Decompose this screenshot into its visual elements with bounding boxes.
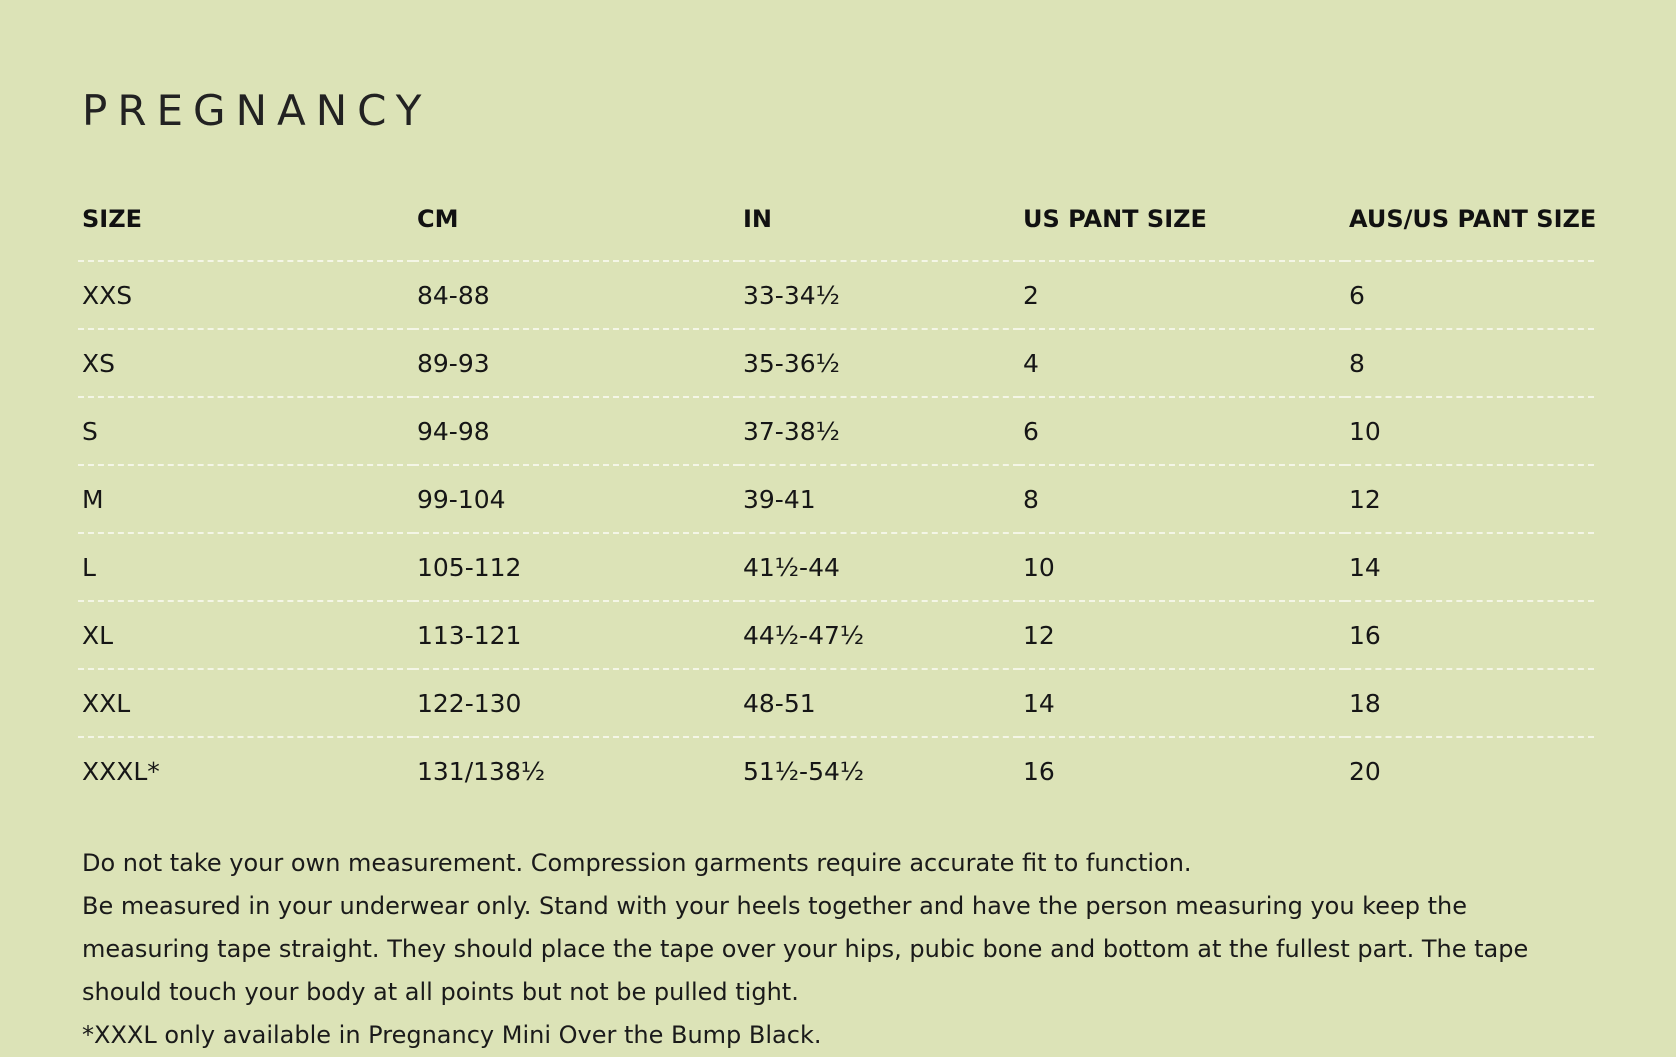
cell-in: 51½-54½ [743, 756, 865, 786]
cell-aus-us-pant-size: 20 [1349, 756, 1381, 786]
cell-in: 39-41 [739, 465, 1019, 533]
cell-size: M [78, 465, 413, 533]
table-row [78, 669, 1594, 737]
cell-aus-us-pant-size: 12 [1345, 465, 1594, 533]
cell-us-pant-size: 14 [1019, 669, 1345, 737]
cell-size: XS [78, 329, 413, 397]
measurement-notes [82, 842, 1592, 1057]
cell-us-pant-size: 2 [1019, 261, 1345, 329]
cell-us-pant-size: 10 [1019, 533, 1345, 601]
cell-us-pant-size: 4 [1019, 329, 1345, 397]
table-row [78, 465, 1594, 533]
cell-cm: 89-93 [413, 329, 739, 397]
header-in: IN [739, 188, 1019, 261]
cell-size: L [78, 533, 413, 601]
cell-us-pant-size: 16 [1023, 756, 1055, 786]
cell-size: XXS [78, 261, 413, 329]
cell-aus-us-pant-size: 10 [1345, 397, 1594, 465]
size-chart-table [78, 188, 1597, 804]
header-us-pant-size: US PANT SIZE [1019, 188, 1345, 261]
header-cm: CM [413, 188, 739, 261]
cell-in: 33-34½ [739, 261, 1019, 329]
cell-cm: 113-121 [413, 601, 739, 669]
page-title: PREGNANCY [82, 86, 432, 135]
cell-in: 48-51 [739, 669, 1019, 737]
table-row [78, 261, 1594, 329]
cell-size: XXL [78, 669, 413, 737]
cell-in: 41½-44 [739, 533, 1019, 601]
cell-cm: 131/138½ [417, 756, 546, 786]
table-row [78, 329, 1594, 397]
cell-aus-us-pant-size: 6 [1345, 261, 1594, 329]
table-row [78, 737, 1594, 804]
cell-aus-us-pant-size: 14 [1345, 533, 1594, 601]
table-row [78, 533, 1594, 601]
table-row [78, 397, 1594, 465]
cell-aus-us-pant-size: 18 [1345, 669, 1594, 737]
header-size: SIZE [78, 188, 413, 261]
cell-cm: 105-112 [413, 533, 739, 601]
cell-in: 44½-47½ [739, 601, 1019, 669]
table-header-row [78, 188, 1594, 261]
note-no-self-measure: Do not take your own measurement. Compression garments require accurate fit to function. [82, 849, 1192, 877]
note-xxxl-availability: *XXXL only available in Pregnancy Mini Over the Bump Black. [82, 1021, 822, 1049]
cell-size: XXXL* [82, 756, 160, 786]
table-row [78, 601, 1594, 669]
cell-in: 35-36½ [739, 329, 1019, 397]
cell-in: 37-38½ [739, 397, 1019, 465]
cell-size: S [78, 397, 413, 465]
note-how-to-measure: Be measured in your underwear only. Stand with your heels together and have the person measuring you keep the measuring tape straight. They should place the tape over your hips, pubic bone and bottom at the fullest part. The tape should touch your body at all points but not be pulled tight. [82, 892, 1529, 1006]
cell-us-pant-size: 12 [1019, 601, 1345, 669]
size-guide [82, 86, 1597, 1057]
cell-us-pant-size: 8 [1019, 465, 1345, 533]
cell-us-pant-size: 6 [1019, 397, 1345, 465]
header-aus-us-pant-size: AUS/US PANT SIZE [1345, 188, 1594, 261]
cell-cm: 122-130 [413, 669, 739, 737]
cell-cm: 99-104 [413, 465, 739, 533]
cell-size: XL [78, 601, 413, 669]
cell-cm: 84-88 [413, 261, 739, 329]
cell-aus-us-pant-size: 16 [1345, 601, 1594, 669]
cell-aus-us-pant-size: 8 [1345, 329, 1594, 397]
cell-cm: 94-98 [413, 397, 739, 465]
